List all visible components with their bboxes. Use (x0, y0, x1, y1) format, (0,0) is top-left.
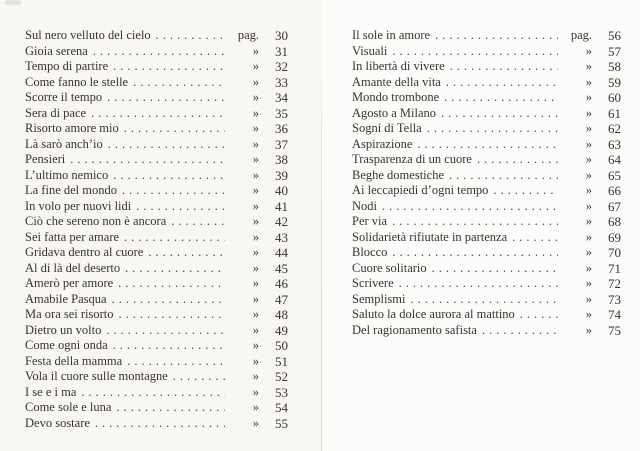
toc-entry (25, 214, 288, 230)
toc-entry-title: Festa della mamma (25, 353, 123, 368)
toc-entry-title: Beghe domestiche (352, 167, 444, 182)
page-marker: » (252, 415, 259, 430)
toc-entry (25, 75, 288, 91)
dot-leader (90, 416, 225, 432)
toc-entry (25, 261, 288, 277)
page-marker: » (252, 198, 259, 213)
page-marker: » (252, 276, 259, 290)
toc-entry-title: Trasparenza di un cuore (352, 152, 472, 166)
toc-entry (25, 199, 288, 215)
page-marker: » (252, 291, 259, 306)
page-marker: » (585, 152, 592, 166)
toc-entry (25, 338, 288, 354)
page-number: 40 (275, 183, 288, 198)
page-number: 51 (275, 353, 288, 369)
page-number: 42 (275, 214, 288, 229)
page-marker: » (585, 276, 592, 290)
page-number: 56 (608, 28, 621, 43)
page-marker: » (585, 229, 592, 244)
page-marker: » (252, 400, 259, 414)
dot-leader (412, 137, 558, 153)
toc-entry-title: Blocco (352, 245, 388, 259)
toc-entry (352, 90, 621, 106)
page-number: 68 (608, 214, 621, 229)
page-number: 41 (275, 198, 288, 214)
page-number: 65 (608, 167, 621, 183)
toc-entry-title: Il sole in amore (352, 28, 431, 42)
page-number: 33 (275, 74, 288, 90)
page-number: 73 (608, 291, 621, 307)
toc-entry-title: Per via (352, 214, 388, 228)
page-number: 72 (608, 276, 621, 291)
dot-leader (65, 152, 225, 168)
dot-leader (108, 338, 225, 354)
page-marker: » (252, 43, 259, 58)
dot-leader (441, 75, 558, 91)
toc-entry-title: La fine del mondo (25, 183, 117, 197)
dot-leader (166, 214, 225, 230)
toc-entry-title: Risorto amore mio (25, 121, 119, 135)
page-number: 44 (275, 245, 288, 260)
toc-entry (352, 245, 621, 261)
dot-leader (151, 28, 225, 44)
toc-entry-title: Come fanno le stelle (25, 74, 129, 89)
dot-leader (143, 245, 225, 261)
dot-leader (430, 28, 558, 44)
page-marker: » (585, 121, 592, 135)
page-marker: » (585, 307, 592, 321)
toc-entry (25, 416, 288, 432)
page-number: 47 (275, 291, 288, 307)
page-number: 30 (275, 28, 288, 43)
toc-entry (25, 307, 288, 323)
toc-entry (352, 28, 621, 44)
page-marker: pag. (237, 28, 259, 42)
dot-leader (103, 137, 225, 153)
toc-entry (25, 369, 288, 385)
page-marker: » (252, 183, 259, 197)
toc-entry-title: Là sarò anch’io (25, 136, 103, 151)
page-number: 62 (608, 121, 621, 136)
page-number: 55 (275, 415, 288, 431)
toc-entry-title: Sul nero velluto del cielo (25, 28, 151, 42)
toc-entry-title: Vola il cuore sulle montagne (25, 369, 168, 383)
page-marker: » (585, 59, 592, 73)
toc-entry (25, 323, 288, 339)
page-number: 70 (608, 245, 621, 260)
page-marker: » (585, 105, 592, 120)
toc-entry (25, 245, 288, 261)
page-number: 52 (275, 369, 288, 384)
toc-entry-title: Cuore solitario (352, 260, 427, 275)
toc-entry (25, 28, 288, 44)
toc-entry-title: Mondo trombone (352, 90, 440, 104)
toc-entry-title: Pensieri (25, 152, 66, 166)
toc-entry-title: I se e i ma (25, 384, 77, 399)
toc-entry (352, 106, 621, 122)
page-marker: » (585, 167, 592, 182)
dot-leader (515, 307, 558, 323)
page-number: 53 (275, 384, 288, 400)
page-marker: » (252, 245, 259, 259)
dot-leader (111, 400, 225, 416)
toc-entry (352, 75, 621, 91)
dot-leader (394, 276, 558, 292)
page-number: 34 (275, 90, 288, 105)
toc-entry (352, 44, 621, 60)
toc-entry-title: Sera di pace (25, 105, 87, 120)
dot-leader (422, 121, 558, 137)
toc-entry (352, 214, 621, 230)
toc-entry (352, 199, 621, 215)
dot-leader (445, 59, 558, 75)
dot-leader (128, 75, 225, 91)
toc-entry (25, 168, 288, 184)
dot-leader (86, 106, 225, 122)
dot-leader (387, 245, 558, 261)
page-marker: » (585, 260, 592, 275)
page-number: 74 (608, 307, 621, 322)
toc-entry-title: Gioia serena (25, 43, 88, 58)
dot-leader (88, 44, 225, 60)
toc-entry-title: Scorre il tempo (25, 90, 103, 104)
page-marker: » (585, 291, 592, 306)
toc-entry (352, 59, 621, 75)
page-number: 39 (275, 167, 288, 183)
scan-artifact (5, 0, 21, 5)
page-gutter-line (321, 0, 322, 451)
page-number: 36 (275, 121, 288, 136)
toc-entry-title: Tempo di partire (25, 59, 109, 73)
page-marker: » (252, 338, 259, 352)
toc-entry (25, 385, 288, 401)
page-marker: » (252, 74, 259, 89)
toc-entry-title: Amerò per amore (25, 276, 114, 290)
toc-entry (25, 400, 288, 416)
toc-entry (25, 137, 288, 153)
page-number: 57 (608, 43, 621, 59)
page-number: 32 (275, 59, 288, 74)
toc-entry-title: Amante della vita (352, 74, 441, 89)
toc-entry (352, 323, 621, 339)
toc-entry (25, 152, 288, 168)
page-number: 66 (608, 183, 621, 198)
dot-leader (120, 261, 225, 277)
toc-entry (25, 292, 288, 308)
page-marker: » (585, 74, 592, 89)
page-number: 46 (275, 276, 288, 291)
page-marker: » (252, 214, 259, 228)
page-marker: » (585, 322, 592, 337)
toc-entry (25, 276, 288, 292)
page-number: 67 (608, 198, 621, 214)
toc-entry (352, 276, 621, 292)
page-marker: » (585, 183, 592, 197)
toc-entry (25, 183, 288, 199)
toc-entry-title: Gridava dentro al cuore (25, 245, 144, 259)
page-marker: » (252, 384, 259, 399)
page-marker: » (252, 353, 259, 368)
page-number: 49 (275, 322, 288, 338)
page-number: 48 (275, 307, 288, 322)
page-marker: » (585, 214, 592, 228)
toc-entry (25, 59, 288, 75)
dot-leader (107, 292, 225, 308)
toc-entry (352, 137, 621, 153)
page-number: 75 (608, 322, 621, 338)
page-number: 54 (275, 400, 288, 415)
page-number: 60 (608, 90, 621, 105)
toc-entry (352, 168, 621, 184)
toc-entry-title: Dietro un volto (25, 322, 102, 337)
toc-entry (25, 106, 288, 122)
toc-entry-title: Come ogni onda (25, 338, 108, 352)
toc-entry (25, 44, 288, 60)
dot-leader (444, 168, 558, 184)
page-marker: » (252, 260, 259, 275)
toc-entry-title: Sei fatta per amare (25, 229, 120, 244)
page-marker: » (252, 152, 259, 166)
toc-entry-title: Solidarietà rifiutate in partenza (352, 229, 508, 244)
toc-entry-title: Visuali (352, 43, 388, 58)
toc-entry-title: Come sole e luna (25, 400, 112, 414)
page-number: 38 (275, 152, 288, 167)
page-marker: » (252, 59, 259, 73)
toc-entry (352, 307, 621, 323)
page-marker: » (252, 322, 259, 337)
dot-leader (488, 183, 558, 199)
toc-entry-title: Ai leccapiedi d’ogni tempo (352, 183, 489, 197)
page-marker: » (252, 167, 259, 182)
toc-list-right (352, 28, 621, 338)
toc-entry-title: Al di là del deserto (25, 260, 121, 275)
dot-leader (131, 199, 225, 215)
dot-leader (405, 292, 558, 308)
toc-entry-title: Ma ora sei risorto (25, 307, 114, 321)
toc-entry (25, 230, 288, 246)
page-marker: » (252, 105, 259, 120)
toc-entry-title: Devo sostare (25, 415, 90, 430)
page-marker: » (252, 369, 259, 383)
page-number: 37 (275, 136, 288, 152)
page-marker: » (252, 90, 259, 104)
page-number: 71 (608, 260, 621, 276)
dot-leader (387, 214, 558, 230)
dot-leader (102, 90, 225, 106)
toc-entry-title: Semplismi (352, 291, 406, 306)
dot-leader (113, 276, 225, 292)
toc-entry (25, 90, 288, 106)
page-number: 61 (608, 105, 621, 121)
page-marker: » (585, 136, 592, 151)
toc-entry (352, 261, 621, 277)
toc-entry-title: Ciò che sereno non è ancora (25, 214, 167, 228)
toc-entry-title: L’ultimo nemico (25, 167, 109, 182)
toc-entry (352, 121, 621, 137)
page-marker: » (252, 229, 259, 244)
dot-leader (119, 121, 225, 137)
page-marker: » (585, 245, 592, 259)
dot-leader (507, 230, 558, 246)
dot-leader (387, 44, 558, 60)
page-number: 69 (608, 229, 621, 245)
dot-leader (472, 152, 558, 168)
toc-entry-title: Saluto la dolce aurora al mattino (352, 307, 515, 321)
page-marker: » (252, 136, 259, 151)
toc-entry (25, 354, 288, 370)
toc-entry (352, 152, 621, 168)
toc-entry (352, 183, 621, 199)
page-marker: » (252, 121, 259, 135)
dot-leader (114, 307, 225, 323)
dot-leader (439, 90, 558, 106)
page-number: 50 (275, 338, 288, 353)
toc-entry (352, 292, 621, 308)
toc-entry (25, 121, 288, 137)
page-number: 59 (608, 74, 621, 90)
dot-leader (477, 323, 558, 339)
page-number: 45 (275, 260, 288, 276)
dot-leader (436, 106, 558, 122)
page-marker: » (585, 43, 592, 58)
dot-leader (119, 230, 225, 246)
toc-entry-title: In volo per nuovi lidi (25, 198, 132, 213)
page-marker: » (252, 307, 259, 321)
toc-page-right (321, 0, 640, 451)
toc-entry-title: Aspirazione (352, 136, 413, 151)
dot-leader (108, 168, 225, 184)
toc-entry-title: Scrivere (352, 276, 394, 290)
toc-entry-title: In libertà di vivere (352, 59, 445, 73)
dot-leader (427, 261, 558, 277)
dot-leader (101, 323, 225, 339)
page-number: 58 (608, 59, 621, 74)
toc-entry-title: Amabile Pasqua (25, 291, 107, 306)
page-marker: » (585, 198, 592, 213)
toc-entry-title: Sogni di Tella (352, 121, 422, 135)
dot-leader (108, 59, 225, 75)
page-number: 35 (275, 105, 288, 121)
page-marker: » (585, 90, 592, 104)
toc-entry-title: Nodi (352, 198, 377, 213)
page-number: 64 (608, 152, 621, 167)
dot-leader (168, 369, 225, 385)
toc-entry-title: Agosto a Milano (352, 105, 437, 120)
page-number: 63 (608, 136, 621, 152)
toc-entry-title: Del ragionamento safista (352, 322, 477, 337)
dot-leader (117, 183, 225, 199)
dot-leader (377, 199, 558, 215)
toc-entry (352, 230, 621, 246)
dot-leader (122, 354, 225, 370)
page-marker: pag. (570, 28, 592, 42)
toc-list-left (25, 28, 288, 431)
page-number: 31 (275, 43, 288, 59)
dot-leader (76, 385, 225, 401)
page-number: 43 (275, 229, 288, 245)
